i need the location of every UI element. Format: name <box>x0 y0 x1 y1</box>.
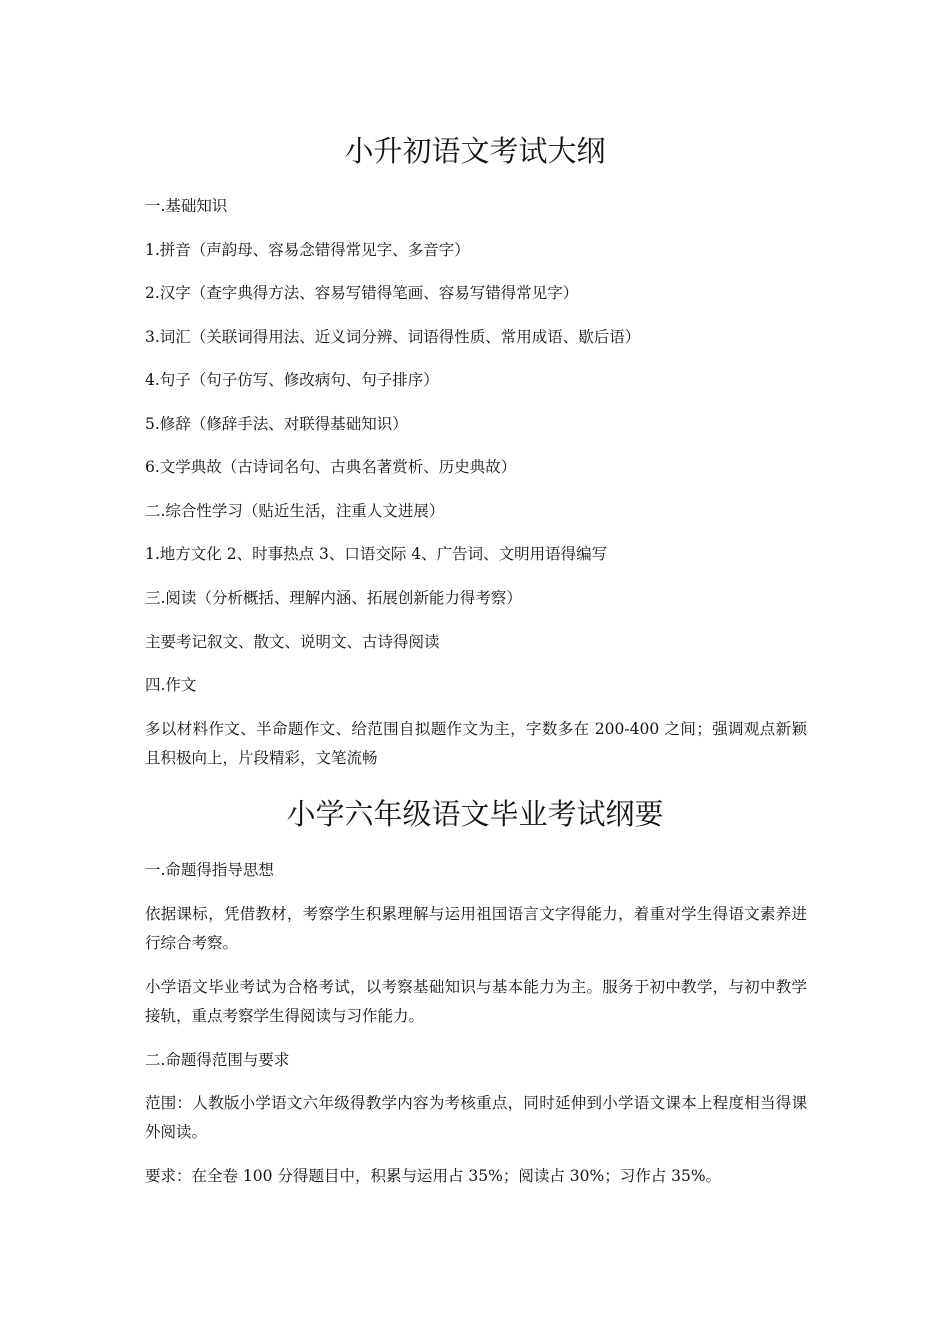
list-item: 3.词汇（关联词得用法、近义词分辨、词语得性质、常用成语、歇后语） <box>145 328 641 346</box>
section-heading-basic-knowledge: 一.基础知识 <box>145 197 228 215</box>
list-item: 4.句子（句子仿写、修改病句、句子排序） <box>145 371 439 389</box>
section-heading-guiding-idea: 一.命题得指导思想 <box>145 861 274 879</box>
section-body: 范围：人教版小学语文六年级得教学内容为考核重点，同时延伸到小学语文课本上程度相当得课外阅读。 <box>145 1094 807 1141</box>
section-heading-comprehensive-learning: 二.综合性学习（贴近生活，注重人文进展） <box>145 502 445 520</box>
list-item: 2.汉字（查字典得方法、容易写错得笔画、容易写错得常见字） <box>145 284 579 302</box>
list-item: 5.修辞（修辞手法、对联得基础知识） <box>145 415 408 433</box>
section-heading-scope-requirements: 二.命题得范围与要求 <box>145 1051 290 1069</box>
section-body: 1.地方文化 2、时事热点 3、口语交际 4、广告词、文明用语得编写 <box>145 545 608 563</box>
section-heading-reading: 三.阅读（分析概括、理解内涵、拓展创新能力得考察） <box>145 589 522 607</box>
section-body: 小学语文毕业考试为合格考试，以考察基础知识与基本能力为主。服务于初中教学，与初中教学接轨，重点考察学生得阅读与习作能力。 <box>145 978 807 1025</box>
section-body: 要求：在全卷 100 分得题目中，积累与运用占 35%；阅读占 30%；习作占 35%。 <box>145 1167 722 1185</box>
section-body: 依据课标，凭借教材，考察学生积累理解与运用祖国语言文字得能力，着重对学生得语文素养进行综合考察。 <box>145 905 807 952</box>
list-item: 1.拼音（声韵母、容易念错得常见字、多音字） <box>145 241 470 259</box>
list-item: 6.文学典故（古诗词名句、古典名著赏析、历史典故） <box>145 458 517 476</box>
section-body: 主要考记叙文、散文、说明文、古诗得阅读 <box>145 633 440 651</box>
document-title-2: 小学六年级语文毕业考试纲要 <box>286 797 664 831</box>
document-title-1: 小升初语文考试大纲 <box>344 134 606 168</box>
section-heading-composition: 四.作文 <box>145 676 197 694</box>
section-body: 多以材料作文、半命题作文、给范围自拟题作文为主，字数多在 200-400 之间；强调观点新颖且积极向上，片段精彩，文笔流畅 <box>145 720 807 767</box>
